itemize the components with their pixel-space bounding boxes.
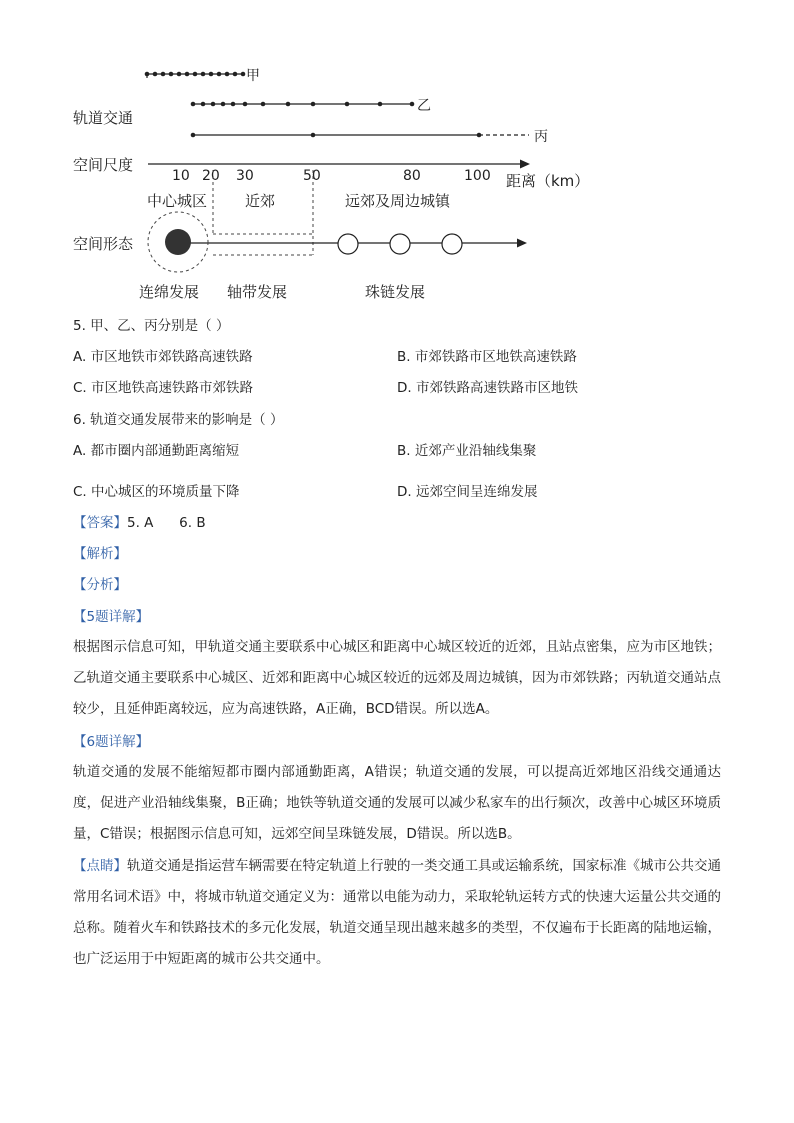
jia-station-10 bbox=[217, 72, 222, 77]
city-center-dot bbox=[165, 229, 191, 255]
analysis-heading: 【解析】 bbox=[73, 546, 127, 562]
line-jia bbox=[145, 72, 246, 78]
form-axial: 轴带发展 bbox=[227, 283, 288, 301]
yi-station-6 bbox=[243, 102, 248, 107]
jia-station-4 bbox=[169, 72, 174, 77]
question-6-option-b: B. 近郊产业沿轴线集聚 bbox=[397, 443, 537, 459]
label-spatial-scale: 空间尺度 bbox=[73, 156, 134, 174]
question-6-option-c: C. 中心城区的环境质量下降 bbox=[73, 484, 240, 500]
form-beaded: 珠链发展 bbox=[365, 283, 426, 301]
tick-30: 30 bbox=[236, 168, 254, 184]
rail-transit-diagram bbox=[0, 0, 794, 310]
tick-20: 20 bbox=[202, 168, 220, 184]
yi-station-8 bbox=[286, 102, 291, 107]
jia-station-2 bbox=[153, 72, 158, 77]
q6-detail-text: 轨道交通的发展不能缩短都市圈内部通勤距离，A错误；轨道交通的发展，可以提高近郊地区沿线交通通达度，促进产业沿轴线集聚，B正确；地铁等轨道交通的发展可以减少私家车的出行频次，改善中心城区环境质量，C错误；根据图示信息可知，远郊空间呈珠链发展，D错误。所以选B。 bbox=[73, 764, 721, 842]
q5-detail-heading: 【5题详解】 bbox=[73, 609, 150, 625]
line-bing bbox=[191, 133, 529, 138]
yi-station-7 bbox=[261, 102, 266, 107]
jia-station-1 bbox=[145, 72, 150, 77]
yi-station-5 bbox=[231, 102, 236, 107]
q5-detail-text: 根据图示信息可知，甲轨道交通主要联系中心城区和距离中心城区较近的近郊，且站点密集，应为市区地铁；乙轨道交通主要联系中心城区、近郊和距离中心城区较近的远郊及周边城镇，因为市郊铁路；丙轨道交通站点较少，且延伸距离较远，应为高速铁路，A正确，BCD错误。所以选A。 bbox=[73, 639, 721, 717]
zone-far: 远郊及周边城镇 bbox=[345, 192, 451, 210]
yi-station-12 bbox=[410, 102, 415, 107]
jia-station-7 bbox=[193, 72, 198, 77]
jia-station-13 bbox=[241, 72, 246, 77]
answer-line bbox=[73, 514, 206, 532]
zone-near: 近郊 bbox=[245, 192, 276, 210]
bead-node-1 bbox=[338, 234, 358, 254]
bead-node-2 bbox=[390, 234, 410, 254]
question-6-option-d: D. 远郊空间呈连绵发展 bbox=[397, 484, 538, 500]
answer-text: 5. A 6. B bbox=[127, 515, 206, 531]
key-point-text: 轨道交通是指运营车辆需要在特定轨道上行驶的一类交通工具或运输系统，国家标准《城市公共交通常用名词术语》中，将城市轨道交通定义为：通常以电能为动力，采取轮轨运转方式的快速大运量公共交通的总称。随着火车和铁路技术的多元化发展，轨道交通呈现出越来越多的类型，不仅遍布于长距离的陆地运输，也广泛运用于中短距离的城市公共交通中。 bbox=[73, 858, 721, 967]
yi-station-2 bbox=[201, 102, 206, 107]
question-6-option-a: A. 都市圈内部通勤距离缩短 bbox=[73, 443, 240, 459]
key-point-label: 【点睛】 bbox=[73, 858, 127, 874]
bing-station-2 bbox=[311, 133, 316, 138]
yi-station-1 bbox=[191, 102, 196, 107]
line-yi-label: 乙 bbox=[417, 98, 431, 114]
tick-10: 10 bbox=[172, 168, 190, 184]
yi-station-3 bbox=[211, 102, 216, 107]
question-5-option-c: C. 市区地铁高速铁路市郊铁路 bbox=[73, 380, 254, 396]
bing-station-3 bbox=[477, 133, 482, 138]
zone-center: 中心城区 bbox=[147, 192, 208, 210]
question-5-option-d: D. 市郊铁路高速铁路市区地铁 bbox=[397, 380, 578, 396]
jia-station-6 bbox=[185, 72, 190, 77]
bead-node-3 bbox=[442, 234, 462, 254]
tick-100: 100 bbox=[464, 168, 491, 184]
jia-station-12 bbox=[233, 72, 238, 77]
line-jia-label: 甲 bbox=[246, 68, 260, 84]
jia-station-3 bbox=[161, 72, 166, 77]
jia-station-5 bbox=[177, 72, 182, 77]
jia-station-11 bbox=[225, 72, 230, 77]
label-rail-transit: 轨道交通 bbox=[73, 109, 134, 127]
line-yi bbox=[191, 102, 415, 107]
jia-station-8 bbox=[201, 72, 206, 77]
question-6-stem: 6. 轨道交通发展带来的影响是（ ） bbox=[73, 412, 284, 428]
breakdown-heading: 【分析】 bbox=[73, 577, 127, 593]
yi-station-9 bbox=[311, 102, 316, 107]
tick-80: 80 bbox=[403, 168, 421, 184]
bing-station-1 bbox=[191, 133, 196, 138]
yi-station-10 bbox=[345, 102, 350, 107]
zone-dividers bbox=[213, 170, 313, 255]
axis-label-distance: 距离（km） bbox=[506, 172, 590, 190]
question-5-option-a: A. 市区地铁市郊铁路高速铁路 bbox=[73, 349, 253, 365]
question-5-option-b: B. 市郊铁路市区地铁高速铁路 bbox=[397, 349, 577, 365]
tick-50: 50 bbox=[303, 168, 321, 184]
yi-station-11 bbox=[378, 102, 383, 107]
form-continuous: 连绵发展 bbox=[139, 283, 200, 301]
question-5-stem: 5. 甲、乙、丙分别是（ ） bbox=[73, 318, 230, 334]
line-bing-label: 丙 bbox=[534, 129, 548, 145]
answer-label: 【答案】 bbox=[73, 515, 127, 531]
jia-station-9 bbox=[209, 72, 214, 77]
yi-station-4 bbox=[221, 102, 226, 107]
key-point-paragraph bbox=[73, 851, 721, 975]
label-spatial-form: 空间形态 bbox=[73, 235, 134, 253]
q6-detail-heading: 【6题详解】 bbox=[73, 734, 150, 750]
